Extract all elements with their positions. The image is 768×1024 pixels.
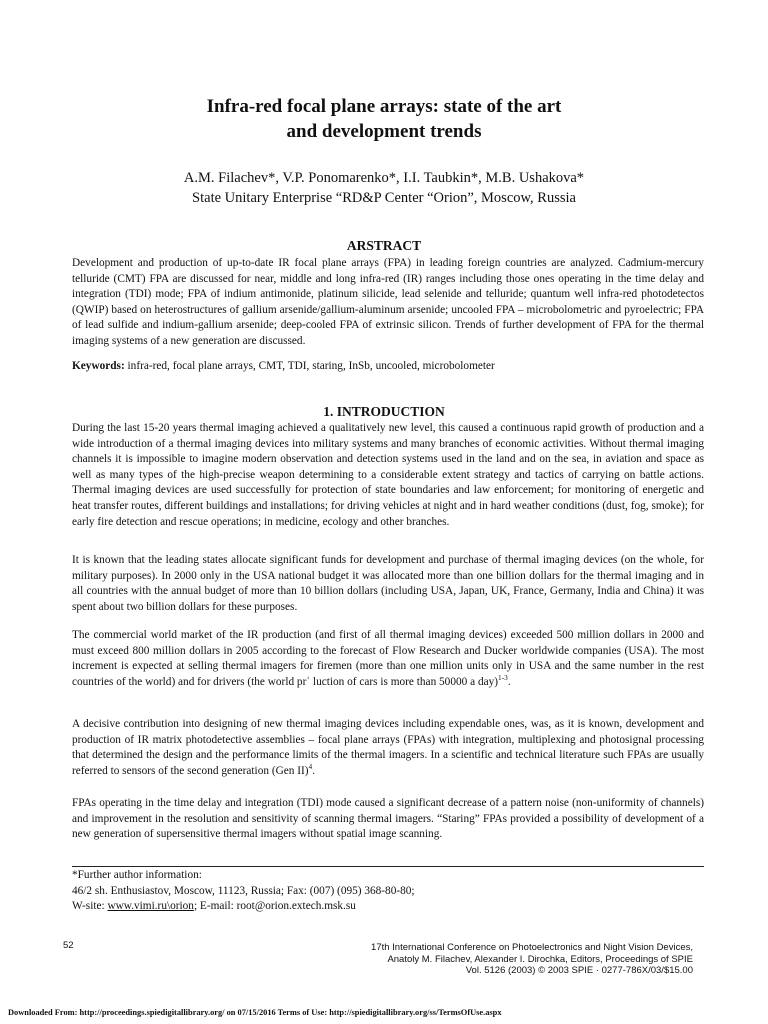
abstract-heading: ARSTRACT xyxy=(346,238,422,253)
paper-title xyxy=(0,94,768,144)
keywords-text: infra-red, focal plane arrays, CMT, TDI, staring, InSb, uncooled, microbolometer xyxy=(124,360,495,372)
intro-paragraph-4-text: A decisive contribution into designing of new thermal imaging devices including expendable ones, was, as it is known, development and production of IR matrix photodetective assemblies – focal plane arrays (FPAs) with integration, multiplexing and photosignal processing that determined the design and the performance limits of the thermal imagers. In a scientific and technical literature such FPAs are usually referred to sensors of the second generation (Gen II) xyxy=(72,718,704,777)
intro-paragraph-3-ref: 1-3 xyxy=(498,673,508,683)
conference-line-1: 17th International Conference on Photoelectronics and Night Vision Devices, xyxy=(371,942,693,953)
footnote-line-1: *Further author information: xyxy=(72,869,202,881)
title-line-1: Infra-red focal plane arrays: state of the art xyxy=(206,96,562,117)
keywords-label: Keywords: xyxy=(72,360,125,372)
footnote-website-link[interactable]: www.vimi.ru\orion xyxy=(107,900,194,912)
author-names: A.M. Filachev*, V.P. Ponomarenko*, I.I. Taubkin*, M.B. Ushakova* xyxy=(183,170,585,186)
introduction-heading: 1. INTRODUCTION xyxy=(323,404,445,419)
footnote-divider xyxy=(72,866,704,867)
intro-paragraph-4-end: . xyxy=(312,764,316,777)
abstract-text: Development and production of up-to-date IR focal plane arrays (FPA) in leading foreign countries are analyzed. Cadmium-mercury telluride (CMT) FPA are discussed for near, middle and long infra-red (IR) ranges including those ones operating in the time delay and integration (TDI) mode; FPA of indium antimonide, platinum silicide, lead selenide and telluride; quantum well infra-red photodetectos (QWIP) based on heterostructures of gallium arsenide/gallium-aluminum arsenide; uncooled FPA – microbolometric and pyroelectric; FPA of lead sulfide and indium-gallium arsenide; deep-cooled FPA of extrinsic silicon. Trends of further development of FPA for the thermal imaging systems of a new generation are discussed. xyxy=(72,257,704,347)
download-notice: Downloaded From: http://proceedings.spiedigitallibrary.org/ on 07/15/2016 Terms of Use: http://spiedigitallibrary.org/ss/TermsOfUse.aspx xyxy=(8,1008,502,1017)
conference-info xyxy=(273,942,693,977)
conference-line-2: Anatoly M. Filachev, Alexander I. Dirochka, Editors, Proceedings of SPIE xyxy=(387,953,693,965)
keywords-line xyxy=(72,359,704,375)
intro-paragraph-1: During the last 15-20 years thermal imaging achieved a qualitatively new level, this caused a continuous rapid growth of production and a wide introduction of a thermal imaging devices into military systems and many branches of economic activities. Without thermal imaging channels it is impossible to imagine modern observation and detection systems used in the land and on the sea, in aviation and space as well as many types of the high-precise weapon determining to a considerable extent strategy and tactics of carrying on battle actions. Thermal imaging devices are used successfully for protection of state boundaries and law enforcement; for monitoring of energetic and heat transfer routes, different buildings and installations; for driving vehicles at night and in hard weather conditions (dust, fog, smoke); for early fire detection and rescue operations; in medicine, ecology and other branches. xyxy=(72,422,704,528)
footnote-line-3 xyxy=(72,899,415,915)
intro-paragraph-5: FPAs operating in the time delay and integration (TDI) mode caused a significant decrease of a pattern noise (non-uniformity of channels) and improvement in the resolution and sensitivity of scanning thermal imagers. “Staring” FPAs provided a possibility of development of a new generation of supersensitive thermal imagers without spatial image scanning. xyxy=(72,797,704,841)
footnote-line-2: 46/2 sh. Enthusiastov, Moscow, 11123, Russia; Fax: (007) (095) 368-80-80; xyxy=(72,884,415,897)
page-number: 52 xyxy=(63,940,74,951)
author-block xyxy=(0,168,768,208)
footnote-email: ; E-mail: root@orion.extech.msk.su xyxy=(193,900,356,912)
author-affiliation: State Unitary Enterprise “RD&P Center “Orion”, Moscow, Russia xyxy=(192,190,576,206)
intro-paragraph-4 xyxy=(72,717,704,779)
intro-paragraph-3-end: . xyxy=(507,675,511,688)
intro-paragraph-4-ref: 4 xyxy=(308,762,313,772)
footnote xyxy=(72,868,415,915)
intro-paragraph-3-text: The commercial world market of the IR production (and first of all thermal imaging devices) exceeded 500 million dollars in 2000 and must exceed 800 million dollars in 2005 according to the forecast of Flow Research and Ducker worldwide companies (USA). The most increment is expected at selling thermal imagers for firemen (more than one million units only in USA and the same number in the rest countries of the world) and for drivers (the world prʿ luction of cars is more than 50000 a day) xyxy=(72,629,704,688)
footnote-website-label: W-site: xyxy=(72,900,108,912)
title-line-2: and development trends xyxy=(286,121,482,142)
intro-paragraph-2: It is known that the leading states allocate significant funds for development and purchase of thermal imaging devices (on the whole, for military purposes). In 2000 only in the USA national budget it was allocated more than one billion dollars for the thermal imaging and in all countries with the annual budget of more than 10 billion dollars (including USA, Japan, UK, France, Germany, India and China) it was spent about two billion dollars for these purposes. xyxy=(72,554,704,613)
intro-paragraph-3 xyxy=(72,628,704,690)
conference-line-3: Vol. 5126 (2003) © 2003 SPIE · 0277-786X/03/$15.00 xyxy=(465,965,693,976)
